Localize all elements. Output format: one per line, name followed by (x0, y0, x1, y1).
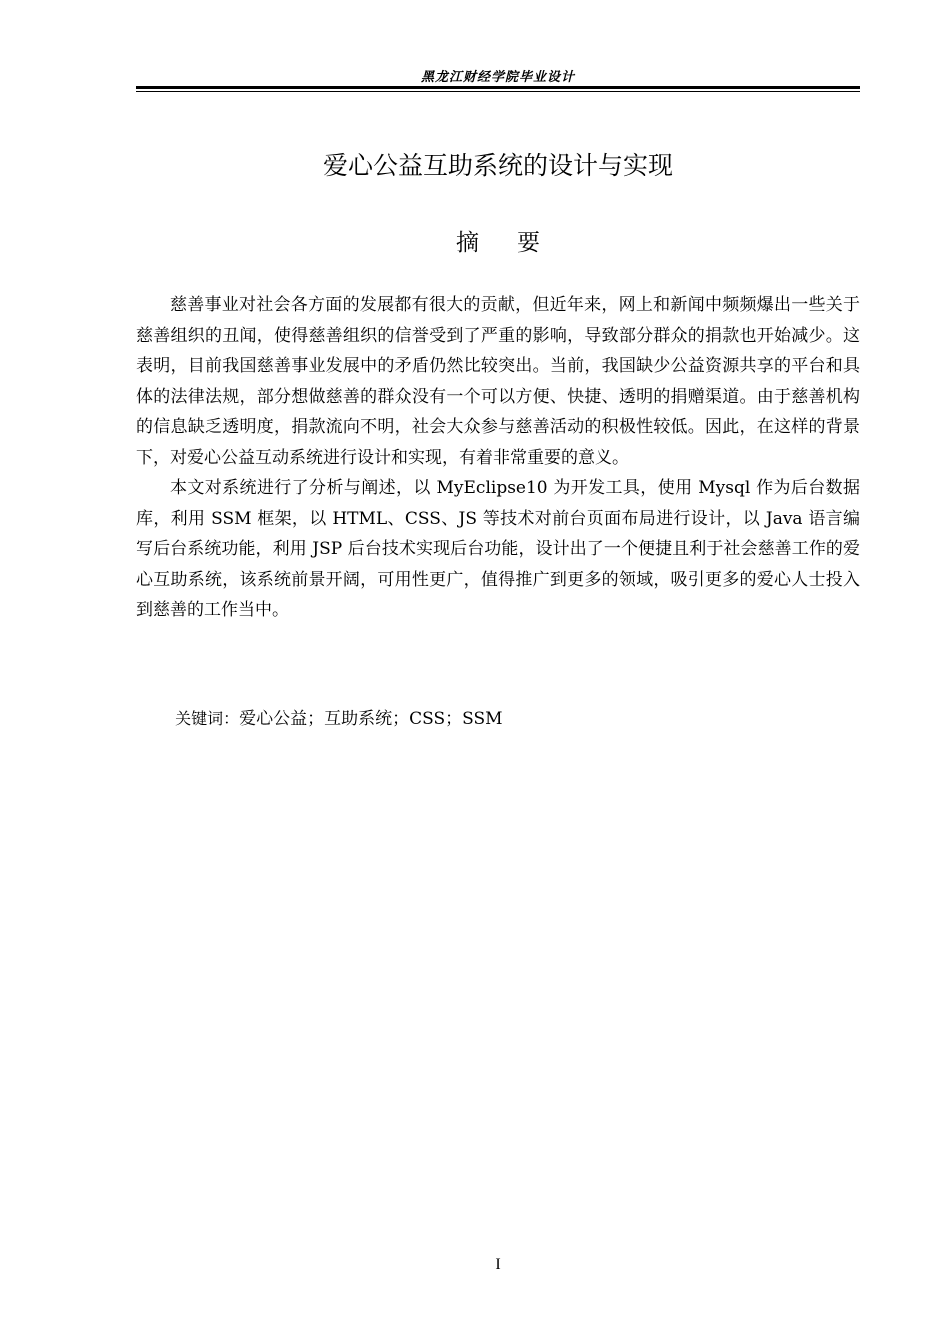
header-rule-thick (136, 86, 860, 89)
header-school-name: 黑龙江财经学院毕业设计 (420, 70, 575, 85)
abstract-body (136, 290, 860, 626)
keywords-label: 关键词： (175, 709, 240, 728)
abstract-heading: 摘要 (456, 230, 578, 256)
abstract-paragraph-1: 慈善事业对社会各方面的发展都有很大的贡献，但近年来，网上和新闻中频频爆出一些关于慈善组织的丑闻，使得慈善组织的信誉受到了严重的影响，导致部分群众的捐款也开始减少。这表明，目前我国慈善事业发展中的矛盾仍然比较突出。当前，我国缺少公益资源共享的平台和具体的法律法规，部分想做慈善的群众没有一个可以方便、快捷、透明的捐赠渠道。由于慈善机构的信息缺乏透明度，捐款流向不明，社会大众参与慈善活动的积极性较低。因此，在这样的背景下，对爱心公益互动系统进行设计和实现，有着非常重要的意义。 (136, 295, 860, 468)
document-title: 爱心公益互助系统的设计与实现 (322, 151, 673, 180)
header-rule-thin (136, 91, 860, 92)
abstract-paragraph-2: 本文对系统进行了分析与阐述，以 MyEclipse10 为开发工具，使用 Mysql 作为后台数据库，利用 SSM 框架，以 HTML、CSS、JS 等技术对前台页面布局进行设计，以 Java 语言编写后台系统功能，利用 JSP 后台技术实现后台功能，设计出了一个便捷且利于社会慈善工作的爱心互助系统，该系统前景开阔，可用性更广，值得推广到更多的领域，吸引更多的爱心人士投入到慈善的工作当中。 (136, 478, 860, 620)
keywords-value: 爱心公益；互助系统；CSS；SSM (239, 709, 503, 729)
keywords-line (136, 704, 860, 734)
page-number: I (495, 1256, 501, 1273)
